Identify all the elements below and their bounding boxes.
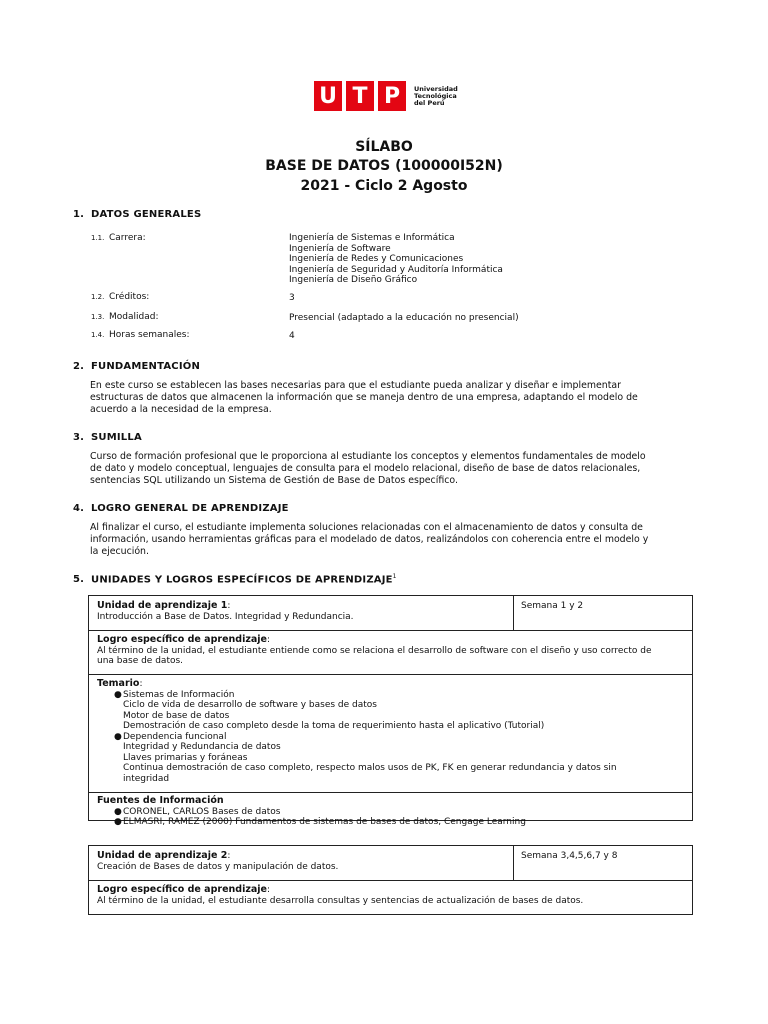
doc-title: SÍLABO [355, 139, 413, 155]
footnote-mark: 1 [392, 573, 397, 580]
temario-label: Temario [97, 678, 140, 689]
list-item: Integridad y Redundancia de datos [123, 742, 281, 752]
unit-1-title-cell: Unidad de aprendizaje 1: Introducción a Base de Datos. Integridad y Redundancia. [97, 600, 354, 622]
carrera-values: Ingeniería de Sistemas e Informática Ingeniería de Software Ingeniería de Redes y Comunicaciones Ingeniería de Seguridad y Auditoría Informática Ingeniería de Diseño Gráfico [289, 233, 503, 285]
logro-label: Logro específico de aprendizaje [97, 884, 267, 895]
list-item: Motor de base de datos [123, 710, 230, 721]
logro-general-text: Al finalizar el curso, el estudiante implementa soluciones relacionadas con el almacenamiento de datos y consulta de información, usando herramientas gráficas para el modelado de datos, realizándolos con coherencia entre el modelo y la ejecución. [90, 522, 649, 557]
data-row-modalidad: 1.3. Modalidad: [91, 312, 159, 322]
unit-2-title-cell: Unidad de aprendizaje 2: Creación de Bases de datos y manipulación de datos. [97, 850, 339, 872]
section-heading: 5. UNIDADES Y LOGROS ESPECÍFICOS DE APRENDIZAJE$^1$ [73, 573, 397, 586]
term-title: 2021 - Ciclo 2 Agosto [300, 178, 468, 194]
unit-label: Unidad de aprendizaje 2 [97, 850, 228, 861]
list-item: ● Dependencia funcional [114, 731, 227, 742]
section-heading: 2. FUNDAMENTACIÓN [73, 361, 201, 372]
data-row-creditos: 1.2. Créditos: [91, 292, 150, 302]
unit-2-table [88, 845, 693, 915]
unit-name: Introducción a Base de Datos. Integridad y Redundancia. [97, 611, 354, 622]
utp-logo [314, 81, 458, 111]
logo-text: Universidad Tecnológica del Perú [414, 84, 458, 107]
list-item: Continua demostración de caso completo, respecto malos usos de PK, FK en generar redundancia y datos sin [123, 763, 617, 773]
logo-letter: U [314, 81, 342, 111]
unit-1-fuentes-cell [89, 792, 693, 827]
unit-name: Creación de Bases de datos y manipulación de datos. [97, 861, 339, 872]
data-row-horas: 1.4. Horas semanales: [91, 330, 190, 340]
logo-letter: P [378, 81, 406, 111]
list-item: integridad [123, 773, 170, 784]
fundamentacion-text: En este curso se establecen las bases necesarias para que el estudiante pueda analizar y diseñar e implementar estructuras de datos que almacenen la información que se maneja dentro de una empresa, adaptando el modelo de acuerdo a la necesidad de la empresa. [90, 380, 638, 415]
logro-label: Logro específico de aprendizaje [97, 634, 267, 645]
list-item: ● CORONEL, CARLOS Bases de datos [114, 806, 281, 817]
list-item: ● ELMASRI, RAMEZ (2000) Fundamentos de sistemas de bases de datos, Cengage Learning [114, 817, 526, 827]
logo-letter: T [346, 81, 374, 111]
list-item: Demostración de caso completo desde la toma de requerimiento hasta el aplicativo (Tutorial) [123, 721, 545, 731]
list-item: ● Sistemas de Información [114, 689, 235, 700]
unit-label: Unidad de aprendizaje 1 [97, 600, 228, 611]
fuentes-label: Fuentes de Información [97, 795, 224, 806]
horas-value: 4 [289, 331, 295, 341]
modalidad-value: Presencial (adaptado a la educación no presencial) [289, 313, 519, 323]
list-item: Ciclo de vida de desarrollo de software y bases de datos [123, 700, 377, 710]
section-heading: 4. LOGRO GENERAL DE APRENDIZAJE [73, 503, 289, 514]
unit-1-table [88, 595, 693, 827]
creditos-value: 3 [289, 293, 295, 303]
list-item: Llaves primarias y foráneas [123, 752, 248, 763]
unit-1-logro-cell: Logro específico de aprendizaje: Al término de la unidad, el estudiante entiende como se relaciona el desarrollo de software con el diseño y uso correcto de una base de datos. [97, 634, 652, 666]
unit-2-logro-cell: Logro específico de aprendizaje: Al término de la unidad, el estudiante desarrolla consultas y sentencias de actualización de bases de datos. [97, 884, 584, 906]
section-heading: 3. SUMILLA [73, 432, 142, 443]
section-heading: 1. DATOS GENERALES [73, 209, 202, 220]
sumilla-text: Curso de formación profesional que le proporciona al estudiante los conceptos y elementos fundamentales de modelo de dato y modelo conceptual, lenguajes de consulta para el modelo relacional, diseño de base de datos relacionales, sentencias SQL utilizando un Sistema de Gestión de Base de Datos específico. [90, 451, 646, 486]
unit-2-weeks: Semana 3,4,5,6,7 y 8 [521, 851, 618, 861]
unit-1-temario-cell: Temario: ● Sistemas de Información Ciclo de vida de desarrollo de software y bases de datos Motor de base de datos Demostración de caso completo desde la toma de requerimiento hasta el aplicativo (Tutorial) ● Dependencia funcional Integridad y Redundancia de datos Llaves primarias y foráneas Continua demostración de caso completo, respecto malos usos de PK, FK en generar redundancia y datos sin integridad [89, 674, 693, 792]
unit-1-weeks: Semana 1 y 2 [521, 601, 584, 611]
course-title: BASE DE DATOS (100000I52N) [265, 158, 503, 174]
data-row-carrera: 1.1. Carrera: [91, 233, 146, 243]
